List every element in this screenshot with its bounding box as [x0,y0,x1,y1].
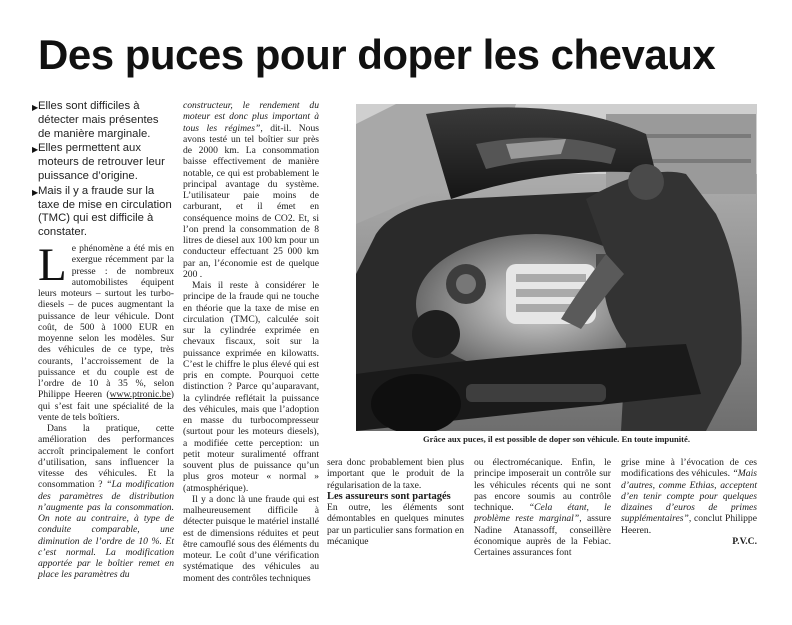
text-column-1 [38,239,174,581]
author-signature: P.V.C. [732,535,757,547]
headline: Des puces pour doper les chevaux [38,31,716,78]
engine-photo-illustration [356,104,757,431]
paragraph-text: grise mine à l’évocation de ces modifications des véhicules. [621,457,757,480]
text-column-2 [183,100,319,584]
triangle-bullet-icon: ▶ [32,187,39,197]
paragraph [621,457,757,536]
summary-bullets [32,100,174,241]
paragraph [38,239,174,423]
summary-bullet [32,100,174,141]
drop-cap: L [38,239,67,291]
website-link[interactable]: www.ptronic.be [109,389,171,401]
paragraph-text: ) qui s’est fait une spécialité de la vente de tels boîtiers. [38,389,174,423]
summary-bullet-text: Elles sont difficiles à détecter mais présentes de manière marginale. [38,100,159,140]
paragraph: En outre, les éléments sont démontables en quelques minutes par un particulier sans formation en mécanique [327,502,464,547]
paragraph-text: Dans la pratique, cette amélioration des performances accroît principalement le confort d’utilisation, sans influencer la vitesse des véhicules. Et la consommation ? [38,423,174,491]
paragraph-text: , conclut Philippe Heeren. [621,513,757,536]
photo-caption: Grâce aux puces, il est possible de doper son véhicule. En toute impunité. [423,434,690,444]
paragraph [474,457,611,558]
summary-bullet-text: Mais il y a fraude sur la taxe de mise en circulation (TMC) qui est difficile à constater. [38,184,172,239]
quote-text: constructeur, le rendement du moteur est donc plus important à tous les régimes” [183,100,319,134]
paragraph: Mais il reste à considérer le principe de la fraude qui ne touche en théorie que la taxe de mise en circulation (TMC), calculée soit sur la cylindrée exprimée en chevaux fiscaux, soit sur la puissance exprimée en kilowatts. C’est le chiffre le plus élevé qui est pris en compte. Pourquoi cette distinction ? Parce qu’auparavant, la cylindrée reflétait la puissance des véhicules, mais que l’adoption en masse du turbocompresseur (surtout pour les moteurs diesels), a modifiée cette perception: un petit moteur suralimenté offrant souvent plus de puissance qu’un plus gros moteur « normal » (atmosphérique). [183,280,319,494]
summary-bullet-text: Elles permettent aux moteurs de retrouver leur puissance d’origine. [38,142,165,182]
paragraph-text: e phénomène a été mis en exergue récemment par la presse : de nombreux automobilistes équipent leurs moteurs – surtout les turbo-diesels – de puces augmentant la puissance de leur véhicule. Dont coût, de 500 à 1000 EUR en moyenne selon les modèles. Sur des véhicules de ce type, très courants, l’accroissement de la puissance et du couple est de l’ordre de 10 à 35 %, selon Philippe Heeren ( [38,243,174,401]
paragraph-text: ou électromécanique. Enfin, le principe imposerait un contrôle sur les véhicules récents qui ne sont pas encore soumis au contrôle technique. [474,457,611,513]
paragraph-text: , assure Nadine Atanassoff, conseillère économique auprès de la Febiac. Certaines assurances font [474,513,611,558]
subheading: Les assureurs sont partagés [327,490,451,502]
paragraph: Il y a donc là une fraude qui est malheureusement difficile à détecter puisque le matériel installé est de dimensions réduites et peut être camouflé sous des éléments du moteur. Le coût d’une vérification systématique des véhicules au moment des contrôles techniques [183,493,319,584]
quote-text: “La modification des paramètres de distribution n’augmente pas la consommation. On note au contraire, à type de conduite comparable, une diminution de l’ordre de 10 %. Et c’est normal. La modification apportée par le boîtier remet en place les paramètres du [38,479,174,581]
triangle-bullet-icon: ▶ [32,145,39,155]
paragraph [183,100,319,280]
summary-bullet [32,184,174,240]
text-column-4 [474,457,611,558]
paragraph-text: , dit-il. Nous avons testé un tel boîtier sur près de 2000 km. La consommation baisse effectivement de manière notable, ce qui est probablement le principal avantage du système. L’utilisateur paie moins de carburant, et il émet en conséquence moins de CO2. Et, si l’on prend la consommation de 8 litres de diesel aux 100 km pour un conducteur effectuant 25 000 km par an, l’économie est de quelque 200 . [183,122,319,280]
text-column-3 [327,457,464,547]
engine-photo [356,104,757,431]
paragraph: sera donc probablement bien plus important que le produit de la régularisation de la taxe. [327,457,464,491]
summary-bullet [32,142,174,183]
paragraph [38,423,174,581]
quote-text: “Mais d’autres, comme Ethias, acceptent d’en tenir compte pour quelques dizaines d’euros de primes supplémentaires” [621,468,757,525]
text-column-5 [621,457,757,547]
quote-text: “Cela étant, le problème reste marginal” [474,502,611,525]
triangle-bullet-icon: ▶ [32,103,39,112]
